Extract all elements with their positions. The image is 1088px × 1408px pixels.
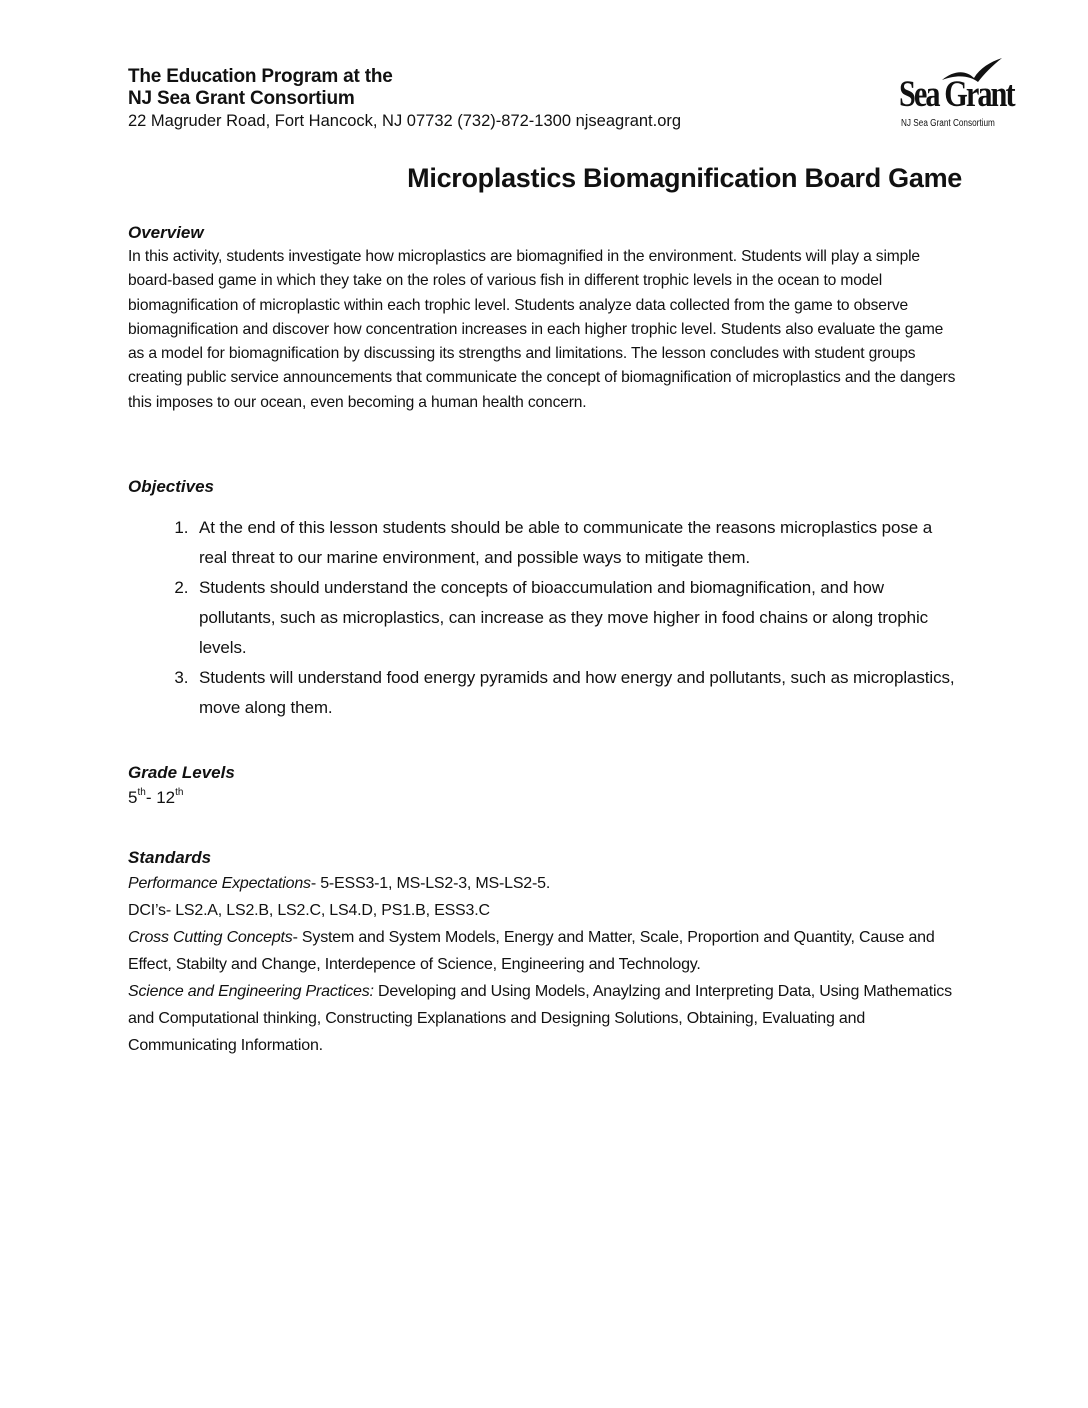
sep-label: Science and Engineering Practices: [128,983,374,1001]
pe-value: - 5-ESS3-1, MS-LS2-3, MS-LS2-5. [310,875,551,893]
letterhead [128,66,681,131]
list-item: 2. Students should understand the concepts of bioaccumulation and biomagnification, and how pollutants, such as microplastics, can increase as they move higher in food chains or along trophic levels. [193,573,962,663]
overview-paragraph: In this activity, students investigate how microplastics are biomagnified in the environment. Students will play a simple board-based game in which they take on the roles of various fish in different trophic levels in the ocean to model biomagnification of microplastic within each trophic level. Students analyze data collected from the game to observe biomagnification and discover how concentration increases in each higher trophic level. Students also evaluate the game as a model for biomagnification by discussing its strengths and limitations. The lesson concludes with student groups creating public service announcements that communicate the concept of biomagnification of microplastics and the dangers this imposes to our ocean, even becoming a human health concern. [128,248,956,411]
org-line-1: The Education Program at the [128,66,393,87]
grade-from: 5 [128,788,138,808]
cross-cutting-concepts [128,924,962,978]
pe-label: Performance Expectations [128,875,311,893]
org-address: 22 Magruder Road, Fort Hancock, NJ 07732 (732)-872-1300 njseagrant.org [128,112,682,130]
grade-levels-heading: Grade Levels [128,763,235,783]
overview-heading: Overview [128,223,204,242]
sep-value: Developing and Using Models, Anaylzing and Interpreting Data, Using Mathematics and Computational thinking, Constructing Explanations and Designing Solutions, Obtaining, Evaluating and Communicating Information. [128,983,952,1055]
list-item: 1. At the end of this lesson students should be able to communicate the reasons microplastics pose a real threat to our marine environment, and possible ways to mitigate them. [193,513,962,573]
grade-levels-value [128,785,962,811]
org-line-2: NJ Sea Grant Consortium [128,88,355,109]
objectives-heading: Objectives [128,477,214,497]
ccc-label: Cross Cutting Concepts [128,929,293,947]
grade-separator: - [145,788,157,808]
list-item: 3. Students will understand food energy pyramids and how energy and pollutants, such as microplastics, move along them. [193,663,962,723]
science-engineering-practices [128,978,962,1059]
document-title: Microplastics Biomagnification Board Game [407,163,962,193]
grade-to-suffix: th [175,787,184,799]
objectives-list [128,513,962,723]
dci-line: DCI’s- LS2.A, LS2.B, LS2.C, LS4.D, PS1.B, ESS3.C [128,902,490,920]
sea-grant-logo [896,56,1022,136]
performance-expectations [128,870,962,897]
logo-wordmark: Sea Grant [899,74,1014,115]
grade-from-suffix: th [137,787,146,799]
ccc-value: - System and System Models, Energy and Matter, Scale, Proportion and Quantity, Cause and Effect, Stabilty and Change, Interdepence of Science, Engineering and Technology. [128,929,935,974]
standards-heading: Standards [128,848,212,868]
logo-subtitle: NJ Sea Grant Consortium [901,118,995,129]
document-body [128,160,962,1059]
grade-to: 12 [156,788,176,808]
